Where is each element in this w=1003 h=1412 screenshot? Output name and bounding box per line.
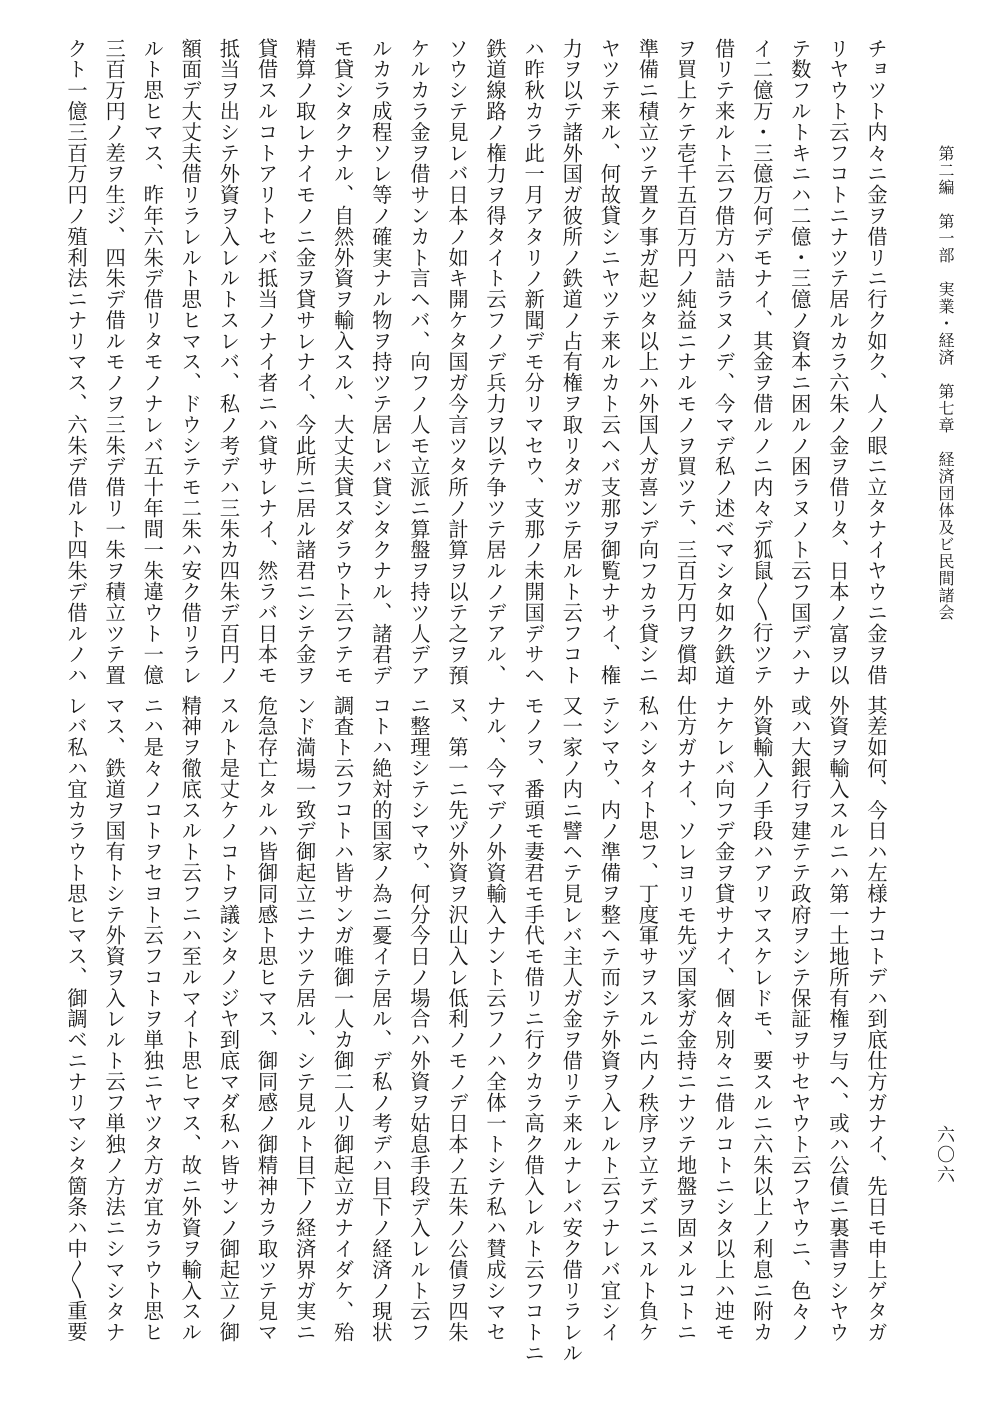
text-line: ハ昨秋カラ此一月アタリノ新聞デモ分リマセウ、支那ノ未開国デサヘ <box>521 38 546 686</box>
text-line: スルト是丈ケノコトヲ議シタノジヤ到底マダ私ハ皆サンノ御起立ノ御 <box>216 695 241 1343</box>
text-line: 危急存亡タルハ皆御同感ト思ヒマス、御同感ノ御精神カラ取ツテ見マ <box>254 695 279 1343</box>
text-line: 鉄道線路ノ権力ヲ得タイト云フノデ兵力ヲ以テ争ツテ居ルノデアル、 <box>483 38 508 686</box>
text-line: ナル、今マデノ外資輸入ナント云フノハ全体一トシテ私ハ賛成シマセ <box>483 695 508 1343</box>
text-line: ヲ買上ケテ壱千五百万円ノ純益ニナルモノヲ買ツテ、三百万円ヲ償却 <box>673 38 698 686</box>
text-line: 額面デ大丈夫借リラレルト思ヒマス、ドウシテモ二朱ハ安ク借リラレ <box>178 38 203 686</box>
text-line: 私ハシタイト思フ、丁度軍サヲスルニ内ノ秩序ヲ立テズニスルト負ケ <box>635 695 660 1343</box>
text-line: 力ヲ以テ諸外国ガ彼所ノ鉄道ノ占有権ヲ取リタガツテ居ルト云フコト <box>559 38 584 686</box>
text-line: 精算ノ取レナイモノニ金ヲ貸サレナイ、今此所ニ居ル諸君ニシテ金ヲ <box>292 38 317 686</box>
text-line: 又一家ノ内ニ譬ヘテ見レバ主人ガ金ヲ借リテ来ルナレバ安ク借リラレル <box>559 695 584 1364</box>
text-line: ンド満場一致デ御起立ニナツテ居ル、シテ見ルト目下ノ経済界ガ実ニ <box>292 695 317 1343</box>
text-line: 或ハ大銀行ヲ建テテ政府ヲシテ保証ヲサセヤウト云フヤウニ、色々ノ <box>787 695 812 1343</box>
page-number: 六〇六 <box>934 1125 955 1185</box>
text-line: リヤウト云フコトニナツテ居ルカラ六朱ノ金ヲ借リタ、日本ノ富ヲ以 <box>825 38 850 686</box>
text-block-bottom <box>57 695 895 1378</box>
text-line: モノヲ、番頭モ妻君モ手代モ借リニ行クカラ高ク借入レルト云フコトニ <box>521 695 546 1364</box>
text-line: マス、鉄道ヲ国有トシテ外資ヲ入レルト云フ単独ノ方法ニシマシタナ <box>102 695 127 1343</box>
text-line: レバ私ハ宜カラウト思ヒマス、御調ベニナリマシタ箇条ハ中〳〵重要 <box>64 695 89 1342</box>
text-line: 外資輸入ノ手段ハアリマスケレドモ、要スルニ六朱以上ノ利息ニ附カ <box>749 695 774 1343</box>
text-block-top <box>57 38 895 686</box>
running-header: 第二編 第一部 実業・経済 第七章 経済団体及ビ民間諸会 <box>936 145 955 621</box>
text-line: イ二億万・三億万何デモナイ、其金ヲ借ルノニ内々デ狐鼠〳〵行ツテ <box>749 38 774 685</box>
text-line: ヤツテ来ル、何故貸シニヤツテ来ルカト云ヘバ支那ヲ御覧ナサイ、権 <box>597 38 622 686</box>
text-line: モ貸シタクナル、自然外資ヲ輸入スル、大丈夫貸スダラウト云フテモ <box>330 38 355 686</box>
text-line: 貸借スルコトアリトセバ抵当ノナイ者ニハ貸サレナイ、然ラバ日本モ <box>254 38 279 686</box>
text-line: 借リテ来ルト云フ借方ハ詰ラヌノデ、今マデ私ノ述ベマシタ如ク鉄道 <box>711 38 736 686</box>
text-line: 外資ヲ輸入スルニハ第一土地所有権ヲ与ヘ、或ハ公債ニ裏書ヲシヤウ <box>825 695 850 1343</box>
text-line: ルト思ヒマス、昨年六朱デ借リタモノナレバ五十年間一朱違ウト一億 <box>140 38 165 686</box>
text-line: ニハ是々ノコトヲセヨト云フコトヲ単独ニヤツタ方ガ宜カラウト思ヒ <box>140 695 165 1343</box>
text-line: ニ整理シテシマウ、何分今日ノ場合ハ外資ヲ姑息手段デ入レルト云フ <box>406 695 431 1343</box>
text-line: クト一億三百万円ノ殖利法ニナリマス、六朱デ借ルト四朱デ借ルノハ <box>64 38 89 686</box>
text-line: テシマウ、内ノ準備ヲ整ヘテ而シテ外資ヲ入レルト云フナレバ宜シイ <box>597 695 622 1343</box>
text-line: テ数フルトキニハ二億・三億ノ資本ニ困ルノ困ラヌノト云フ国デハナ <box>787 38 812 686</box>
text-line: 三百万円ノ差ヲ生ジ、四朱デ借ルモノヲ三朱デ借リ一朱ヲ積立ツテ置 <box>102 38 127 686</box>
text-line: 準備ニ積立ツテ置ク事ガ起ツタ以上ハ外国人ガ喜ンデ向フカラ貸シニ <box>635 38 660 686</box>
text-line: ルカラ成程ソレ等ノ確実ナル物ヲ持ツテ居レバ貸シタクナル、諸君デ <box>368 38 393 686</box>
text-line: コトハ絶対的国家ノ為ニ憂イテ居ル、デ私ノ考デハ目下ノ経済ノ現状 <box>368 695 393 1343</box>
text-line: ナケレバ向フデ金ヲ貸サナイ、個々別々ニ借ルコトニシタ以上ハ迚モ <box>711 695 736 1343</box>
text-line: 精神ヲ徹底スルト云フニハ至ルマイト思ヒマス、故ニ外資ヲ輸入スル <box>178 695 203 1343</box>
text-line: チョツト内々ニ金ヲ借リニ行ク如ク、人ノ眼ニ立タナイヤウニ金ヲ借 <box>864 38 888 686</box>
text-line: 抵当ヲ出シテ外資ヲ入レルトスレバ、私ノ考デハ三朱カ四朱デ百円ノ <box>216 38 241 686</box>
text-line: 其差如何、今日ハ左様ナコトデハ到底仕方ガナイ、先日モ申上ゲタガ <box>864 695 888 1343</box>
text-line: ソウシテ見レバ日本ノ如キ開ケタ国ガ今言ツタ所ノ計算ヲ以テ之ヲ預 <box>444 38 469 686</box>
text-line: ケルカラ金ヲ借サンカト言ヘバ、向フノ人モ立派ニ算盤ヲ持ツ人デア <box>406 38 431 686</box>
text-line: 調査ト云フコトハ皆サンガ唯御一人カ御二人リ御起立ガナイダケ、殆 <box>330 695 355 1343</box>
text-line: ヌ、第一ニ先ヅ外資ヲ沢山入レ低利ノモノデ日本ノ五朱ノ公債ヲ四朱 <box>444 695 469 1343</box>
text-line: 仕方ガナイ、ソレヨリモ先ヅ国家ガ金持ニナツテ地盤ヲ固メルコトニ <box>673 695 698 1343</box>
